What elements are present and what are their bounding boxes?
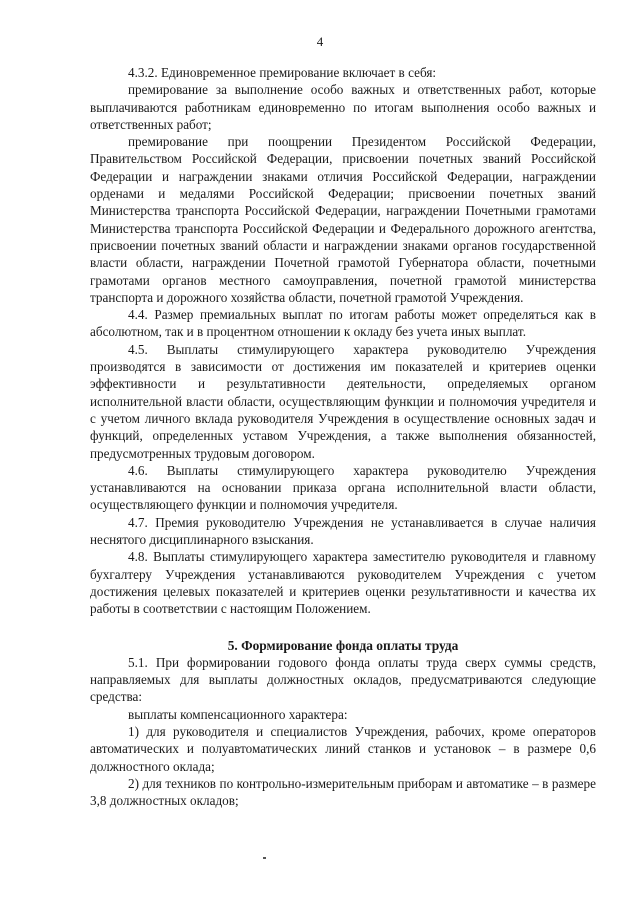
- paragraph-4-5: 4.5. Выплаты стимулирующего характера руководителю Учреждения производятся в зависимости от достижения им показателей и критериев оценки эффективности и результативности деятельности, определяемых органом исполнительной власти области, осуществляющим функции и полномочия учредителя и с учетом личного вклада руководителя Учреждения в осуществление основных задач и функций, определенных уставом Учреждения, а также выполнения обязанностей, предусмотренных трудовым договором.: [90, 341, 596, 461]
- page-number: 4: [316, 34, 324, 49]
- paragraph-5-1: 5.1. При формировании годового фонда оплаты труда сверх суммы средств, направляемых для выплаты должностных окладов, предусматриваются следующие средства:: [90, 654, 596, 705]
- paragraph-4-3-2: 4.3.2. Единовременное премирование включает в себя:: [128, 65, 437, 80]
- paragraph-4-4: 4.4. Размер премиальных выплат по итогам работы может определяться как в абсолютном, так и в процентном отношении к окладу без учета иных выплат.: [90, 307, 596, 340]
- section-heading: 5. Формирование фонда оплаты труда: [227, 637, 459, 653]
- paragraph-bonus-important-work: премирование за выполнение особо важных и ответственных работ, которые выплачиваются работникам единовременно по итогам выполнения особо важных и ответственных работ;: [90, 82, 596, 132]
- paragraph-4-6: 4.6. Выплаты стимулирующего характера руководителю Учреждения устанавливаются на основании приказа органа исполнительной власти области, осуществляющего функции и полномочия учредителя.: [90, 462, 596, 513]
- paragraph-bonus-awards: премирование при поощрении Президентом Российской Федерации, Правительством Российской Федерации, присвоении почетных званий Российской Федерации и награждении знаками отличия Российской Федерации, награждении орденами и медалями Российской Федерации; присвоении почетных званий Министерства транспорта Российской Федерации, награждении Почетными грамотами Министерства транспорта Российской Федерации и Федерального дорожного агентства, присвоении почетных званий области и награждении знаками органов государственной власти области, награждении Почетной грамотой Губернатора области, почетными грамотами органов местного самоуправления, почетной грамотой министерства транспорта и дорожного хозяйства области, почетной грамотой Учреждения.: [90, 134, 596, 305]
- paragraph-compensation-intro: выплаты компенсационного характера:: [128, 706, 348, 722]
- scan-speck: [263, 857, 266, 859]
- paragraph-item-2: 2) для техников по контрольно-измерительным приборам и автоматике – в размере 3,8 должностных окладов;: [90, 775, 596, 809]
- paragraph-4-7: 4.7. Премия руководителю Учреждения не устанавливается в случае наличия неснятого дисциплинарного взыскания.: [90, 514, 596, 548]
- paragraph-item-1: 1) для руководителя и специалистов Учреждения, рабочих, кроме операторов автоматических и полуавтоматических линий станков и установок – в размере 0,6 должностного оклада;: [90, 723, 596, 774]
- document-body: [90, 64, 596, 809]
- paragraph-4-8: 4.8. Выплаты стимулирующего характера заместителю руководителя и главному бухгалтеру Учреждения устанавливаются руководителем Учреждения с учетом достижения целевых показателей и критериев оценки результативности и качества их работы в соответствии с настоящим Положением.: [90, 549, 596, 617]
